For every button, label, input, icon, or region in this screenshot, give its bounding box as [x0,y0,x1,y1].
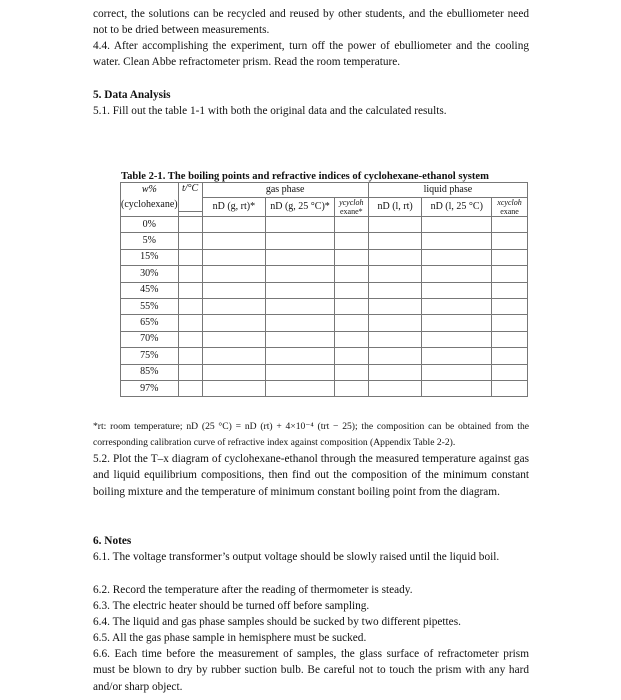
header-x: xcycloh exane [492,198,528,217]
row-label: 85% [121,364,179,380]
section-5-title: 5. Data Analysis [93,89,171,101]
header-w: w% [141,184,157,196]
note-6-5: 6.5. All the gas phase sample in hemisphere must be sucked. [93,632,367,644]
row-label: 45% [121,282,179,298]
header-nd-g-25: nD (g, 25 °C)* [266,198,335,217]
intro-continuation: correct, the solutions can be recycled and reused by other students, and the ebulliometer need not to be dried between measurements. [93,8,529,37]
row-label: 0% [121,217,179,233]
row-label: 65% [121,315,179,331]
item-5-2: 5.2. Plot the T–x diagram of cyclohexane-ethanol through the measured temperature against gas and liquid equilibrium compositions, then find out the composition of the minimum constant boiling mixture and the temperature of minimum constant boiling point from the diagram. [93,453,529,498]
header-w-top [121,183,179,198]
header-gas-phase: gas phase [202,183,368,198]
item-5-1: 5.1. Fill out the table 1-1 with both the original data and the calculated results. [93,105,447,117]
table-caption: Table 2-1. The boiling points and refractive indices of cyclohexane-ethanol system [121,171,489,182]
row-label: 15% [121,249,179,265]
table-row [121,331,528,347]
header-y: ycycloh exane* [334,198,368,217]
step-4-4: 4.4. After accomplishing the experiment, turn off the power of ebulliometer and the cooling water. Clean Abbe refractometer prism. Read the room temperature. [93,40,529,69]
table-row [121,380,528,396]
table-row [121,364,528,380]
row-label: 55% [121,298,179,314]
row-label: 5% [121,233,179,249]
note-6-4: 6.4. The liquid and gas phase samples should be sucked by two different pipettes. [93,616,461,628]
table-row [121,249,528,265]
section-6-title: 6. Notes [93,535,132,547]
table-row [121,348,528,364]
table-footnote: *rt: room temperature; nD (25 °C) = nD (rt) + 4×10⁻⁴ (trt − 25); the composition can be obtained from the corresponding calibration curve of refractive index against composition (Appendix Table 2-2). [93,421,529,448]
row-label: 30% [121,266,179,282]
table-row [121,315,528,331]
table-row [121,282,528,298]
header-w-sub: (cyclohexane) [121,198,178,210]
note-6-2: 6.2. Record the temperature after the reading of thermometer is steady. [93,584,413,596]
header-nd-l-25: nD (l, 25 °C) [422,198,492,217]
row-label: 70% [121,331,179,347]
table-row [121,266,528,282]
header-nd-l-rt: nD (l, rt) [368,198,422,217]
table-row [121,233,528,249]
note-6-1: 6.1. The voltage transformer’s output voltage should be slowly raised until the liquid boil. [93,551,500,563]
note-6-6: 6.6. Each time before the measurement of samples, the glass surface of refractometer prism must be blown to dry by rubber suction bulb. Be careful not to touch the prism with any hard and/or sharp object. [93,648,529,693]
row-label: 97% [121,380,179,396]
table-row [121,298,528,314]
row-label: 75% [121,348,179,364]
table-body [121,217,528,397]
note-6-3: 6.3. The electric heater should be turned off before sampling. [93,600,370,612]
table-row [121,217,528,233]
header-t: t/°C [178,183,202,212]
header-nd-g-rt: nD (g, rt)* [202,198,266,217]
data-table [120,182,528,397]
header-liquid-phase: liquid phase [368,183,527,198]
